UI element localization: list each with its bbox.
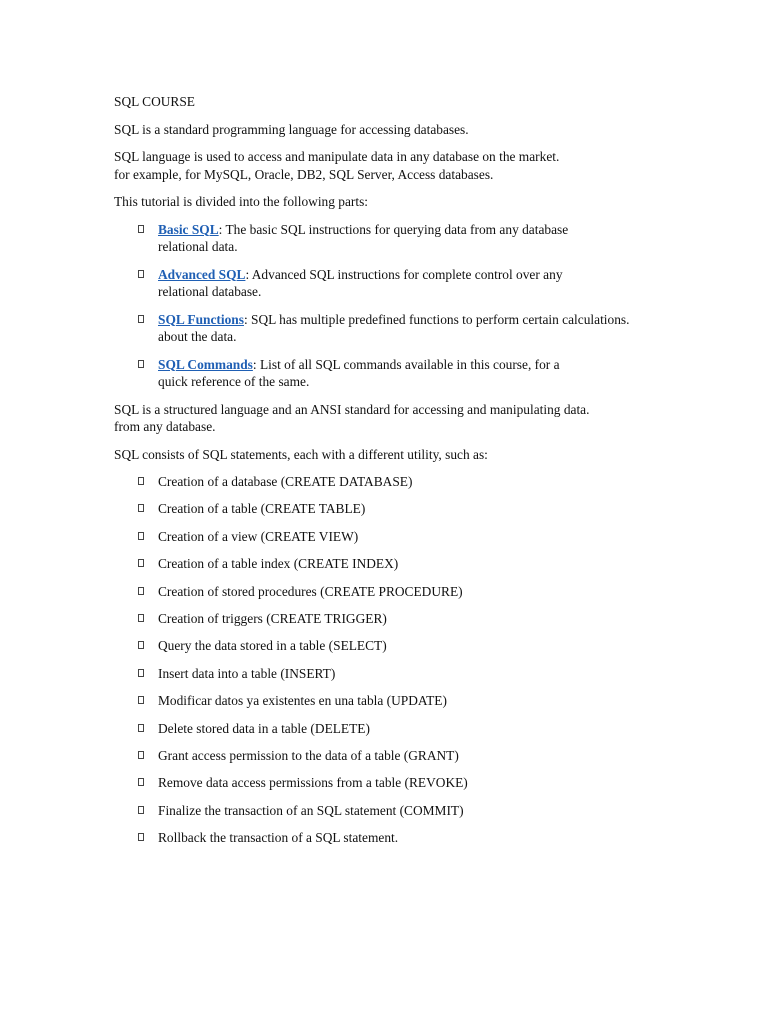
statement-text: Grant access permission to the data of a table (GRANT) [158,747,459,763]
statement-text: Modificar datos ya existentes en una tabla (UPDATE) [158,693,447,709]
advanced-sql-link[interactable]: Advanced SQL [158,266,246,282]
part-description-cont: quick reference of the same. [158,374,310,389]
part-description: : The basic SQL instructions for querying data from any database [218,221,569,237]
document-page [114,93,674,856]
square-bullet-icon [138,270,144,278]
part-description: : Advanced SQL instructions for complete control over any [245,266,563,282]
list-item [114,774,674,792]
square-bullet-icon [138,360,144,368]
list-item [114,583,674,601]
parts-list [114,221,674,391]
statement-text: Query the data stored in a table (SELECT) [158,638,387,654]
usage-line: for example, for MySQL, Oracle, DB2, SQL Server, Access databases. [114,166,494,182]
statement-text: Rollback the transaction of a SQL statement. [158,830,399,846]
structured-paragraph [114,401,674,436]
statements-list [114,473,674,847]
statement-text: Creation of a table (CREATE TABLE) [158,501,366,517]
square-bullet-icon [138,751,144,759]
statement-text: Creation of a table index (CREATE INDEX) [158,556,399,572]
list-item [114,555,674,573]
square-bullet-icon [138,806,144,814]
part-line [158,356,674,374]
list-item [114,692,674,710]
statement-text: Creation of a database (CREATE DATABASE) [158,474,413,489]
list-item [114,528,674,546]
statement-text: Creation of triggers (CREATE TRIGGER) [158,610,387,626]
statement-text: Insert data into a table (INSERT) [158,665,336,681]
list-item [114,500,674,518]
structured-line: from any database. [114,419,216,434]
statements-intro: SQL consists of SQL statements, each with a different utility, such as: [114,446,488,462]
parts-intro: This tutorial is divided into the following parts: [114,194,369,209]
square-bullet-icon [138,669,144,677]
list-item [114,829,674,847]
list-item [114,665,674,683]
list-item [114,720,674,738]
square-bullet-icon [138,225,144,233]
square-bullet-icon [138,532,144,540]
statement-text: Creation of stored procedures (CREATE PROCEDURE) [158,583,463,599]
list-item [114,356,674,391]
list-item [114,221,674,256]
square-bullet-icon [138,724,144,732]
usage-paragraph [114,148,674,183]
part-description-cont: about the data. [158,329,237,344]
statement-text: Creation of a view (CREATE VIEW) [158,528,359,544]
list-item [114,266,674,301]
structured-line: SQL is a structured language and an ANSI standard for accessing and manipulating data. [114,401,590,417]
list-item [114,637,674,655]
statement-text: Delete stored data in a table (DELETE) [158,720,370,736]
part-description-cont: relational database. [158,284,262,299]
part-line [158,311,674,329]
square-bullet-icon [138,641,144,649]
sql-commands-link[interactable]: SQL Commands [158,356,253,372]
square-bullet-icon [138,504,144,512]
square-bullet-icon [138,833,144,841]
square-bullet-icon [138,614,144,622]
intro-paragraph: SQL is a standard programming language for accessing databases. [114,121,469,137]
list-item [114,473,674,491]
part-line [158,266,674,284]
statement-text: Finalize the transaction of an SQL statement (COMMIT) [158,802,464,818]
square-bullet-icon [138,477,144,485]
list-item [114,747,674,765]
sql-functions-link[interactable]: SQL Functions [158,311,244,327]
document-title: SQL COURSE [114,94,195,109]
part-description: : List of all SQL commands available in this course, for a [252,356,560,372]
usage-line: SQL language is used to access and manipulate data in any database on the market. [114,149,560,164]
part-line [158,221,674,239]
part-description: : SQL has multiple predefined functions to perform certain calculations. [243,311,630,327]
square-bullet-icon [138,315,144,323]
square-bullet-icon [138,587,144,595]
basic-sql-link[interactable]: Basic SQL [158,221,219,237]
list-item [114,311,674,346]
part-description-cont: relational data. [158,239,238,254]
list-item [114,610,674,628]
square-bullet-icon [138,559,144,567]
square-bullet-icon [138,696,144,704]
square-bullet-icon [138,778,144,786]
list-item [114,802,674,820]
statement-text: Remove data access permissions from a table (REVOKE) [158,775,468,791]
